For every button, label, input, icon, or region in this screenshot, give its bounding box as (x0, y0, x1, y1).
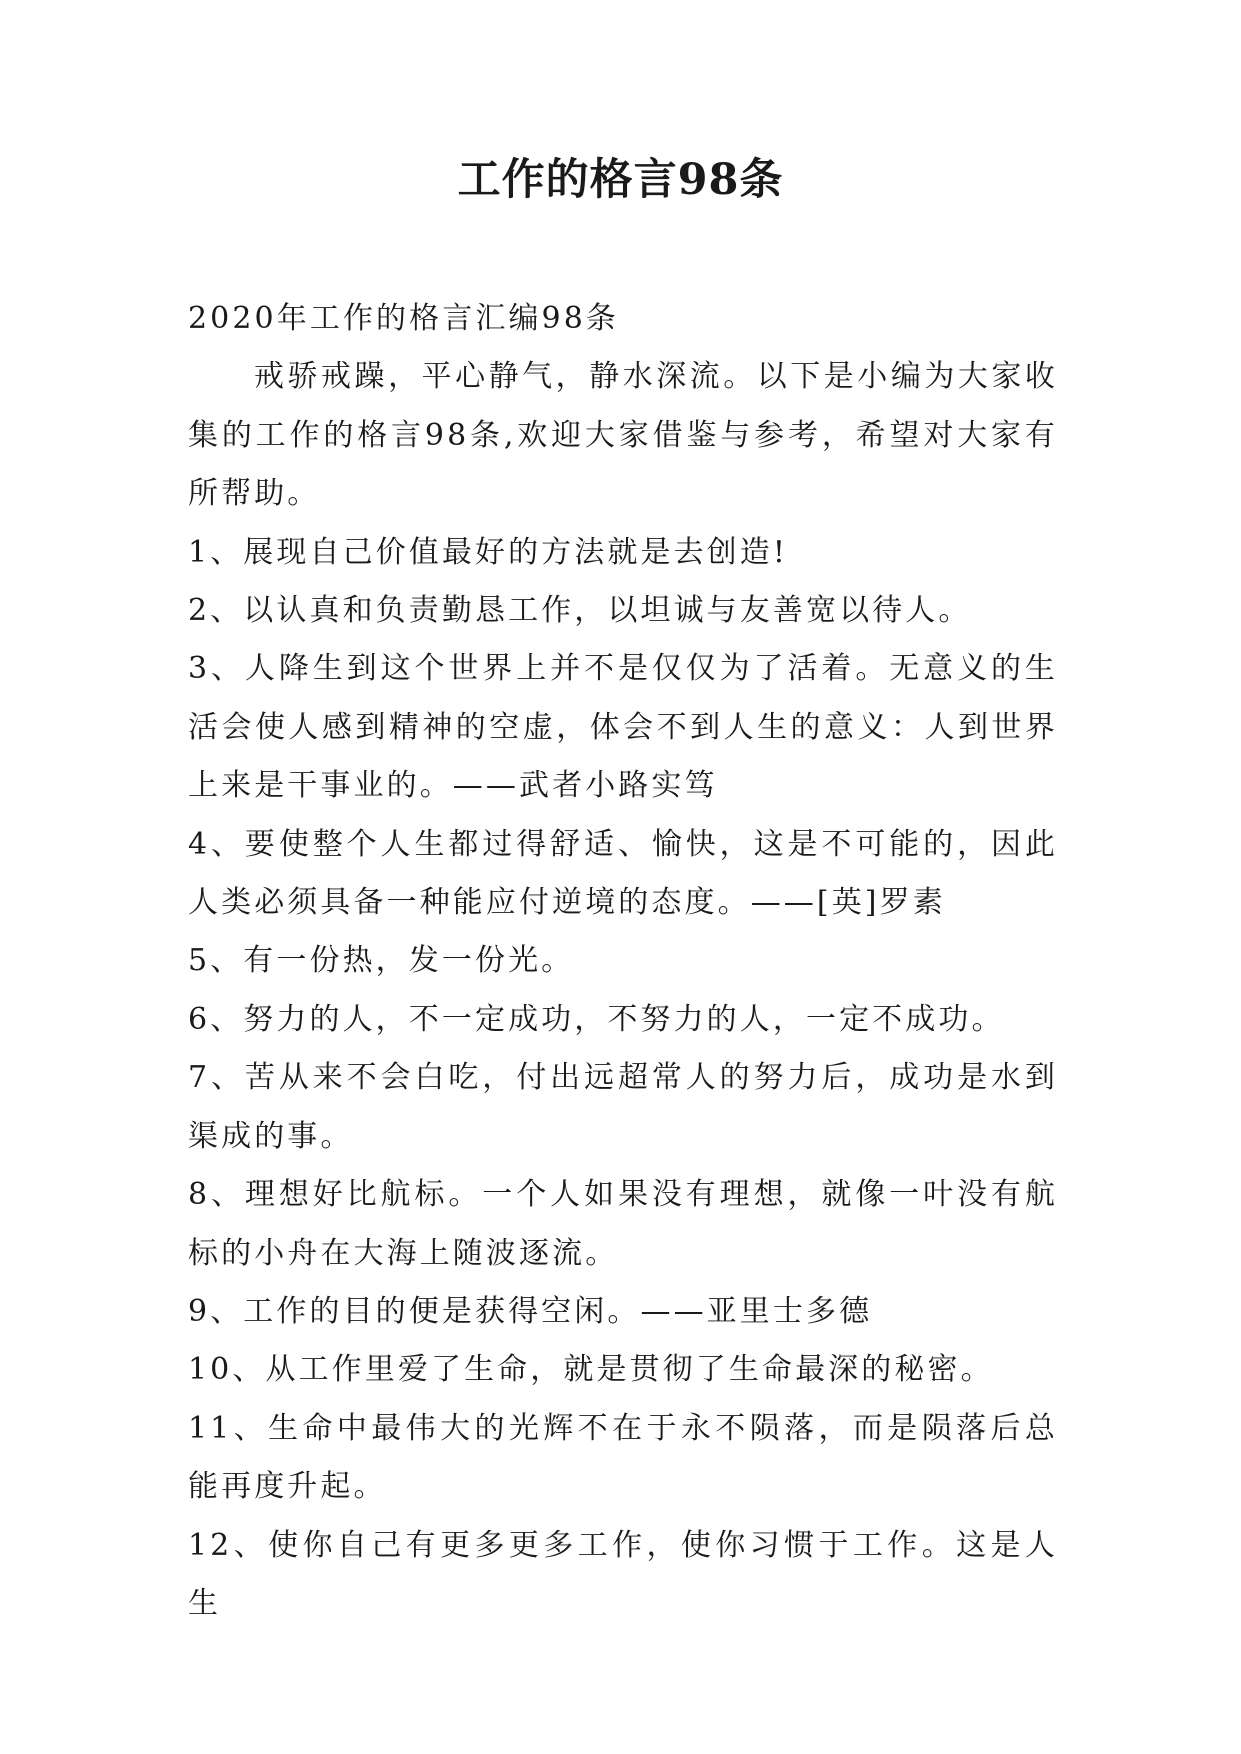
subtitle-line: 2020年工作的格言汇编98条 (188, 301, 620, 336)
page-title: 工作的格言98条 (457, 155, 784, 205)
list-item: 3、人降生到这个世界上并不是仅仅为了活着。无意义的生活会使人感到精神的空虚，体会不到人生的意义：人到世界上来是干事业的。——武者小路实笃 (188, 651, 1058, 804)
list-item: 5、有一份热，发一份光。 (188, 943, 575, 979)
list-item: 10、从工作里爱了生命，就是贯彻了生命最深的秘密。 (188, 1352, 994, 1388)
list-item: 7、苦从来不会白吃，付出远超常人的努力后，成功是水到渠成的事。 (188, 1060, 1058, 1154)
list-item: 2、以认真和负责勤恳工作，以坦诚与友善宽以待人。 (188, 593, 972, 629)
intro-paragraph: 戒骄戒躁，平心静气，静水深流。以下是小编为大家收集的工作的格言98条,欢迎大家借鉴与参考，希望对大家有所帮助。 (188, 359, 1058, 512)
list-item: 6、努力的人，不一定成功，不努力的人，一定不成功。 (188, 1001, 1005, 1037)
list-item: 9、工作的目的便是获得空闲。——亚里士多德 (188, 1293, 873, 1329)
list-item: 11、生命中最伟大的光辉不在于永不陨落，而是陨落后总能再度升起。 (188, 1410, 1058, 1505)
list-item: 1、展现自己价值最好的方法就是去创造! (188, 534, 789, 570)
list-item: 12、使你自己有更多更多工作，使你习惯于工作。这是人生 (188, 1527, 1058, 1621)
list-item: 8、理想好比航标。一个人如果没有理想，就像一叶没有航标的小舟在大海上随波逐流。 (188, 1177, 1058, 1271)
document-body (188, 290, 1058, 1633)
list-item: 4、要使整个人生都过得舒适、愉快，这是不可能的，因此人类必须具备一种能应付逆境的态度。——[英]罗素 (188, 826, 1058, 921)
